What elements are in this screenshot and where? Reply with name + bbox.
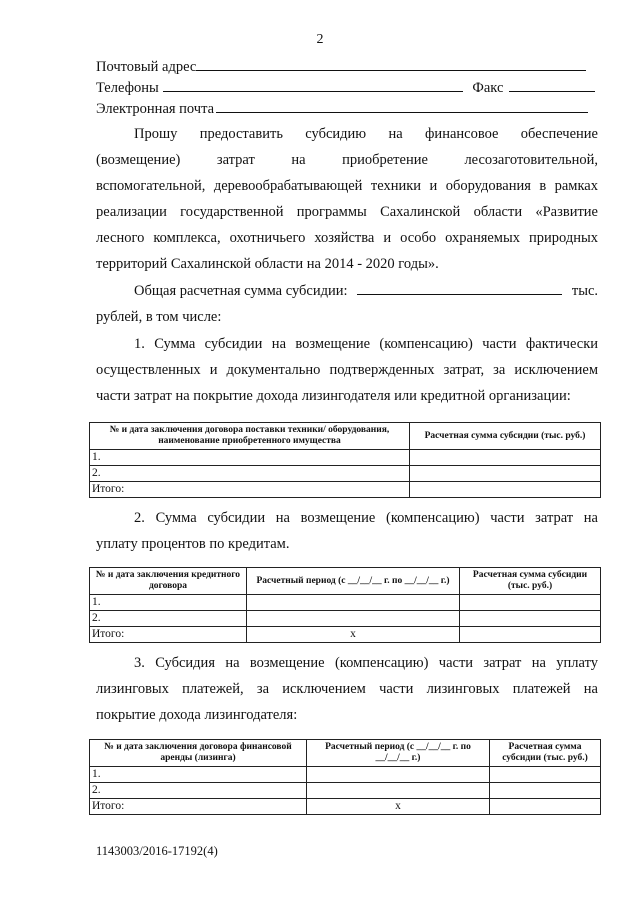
table-cell[interactable] [247, 611, 460, 627]
section3-line: лизинговых платежей, за исключением части лизинговых платежей на [96, 681, 598, 697]
request-line: реализации государственной программы Сахалинской области «Развитие [96, 204, 598, 220]
table-cell[interactable]: 1. [90, 767, 307, 783]
table-row [90, 482, 601, 498]
document-code: 1143003/2016-17192(4) [96, 844, 218, 858]
table-total-label: Итого: [90, 627, 247, 643]
table-row [90, 627, 601, 643]
table-cell[interactable] [460, 611, 601, 627]
section1-line: осуществленных и документально подтвержденных затрат, за исключением [96, 362, 598, 378]
request-line: лесного комплекса, охотничьего хозяйства и особо охраняемых природных [96, 230, 598, 246]
email-line[interactable] [216, 99, 588, 113]
total-sum-unit: тыс. [571, 283, 598, 299]
phones-line[interactable] [163, 78, 463, 92]
table-cell[interactable] [410, 482, 601, 498]
table-cell[interactable] [247, 595, 460, 611]
table-header: Расчетная сумма субсидии (тыс. руб.) [460, 568, 601, 595]
table-header: Расчетная сумма субсидии (тыс. руб.) [490, 740, 601, 767]
table-header: № и дата заключения кредитного договора [90, 568, 247, 595]
section3-paragraph [96, 650, 598, 728]
phones-label: Телефоны [96, 80, 159, 96]
table-cell[interactable] [410, 466, 601, 482]
section2-line: уплату процентов по кредитам. [96, 536, 290, 552]
table-cell[interactable] [307, 767, 490, 783]
table-total-mark: x [307, 799, 490, 815]
table-header: Расчетный период (с __/__/__ г. по __/__/__ г.) [247, 568, 460, 595]
table-cell[interactable] [307, 783, 490, 799]
table-cell[interactable]: 2. [90, 611, 247, 627]
request-line: Прошу предоставить субсидию на финансовое обеспечение [134, 126, 598, 142]
table-cell[interactable] [490, 767, 601, 783]
section2-paragraph [96, 505, 598, 557]
section2-table [89, 567, 601, 643]
table-row [90, 611, 601, 627]
request-line: территорий Сахалинской области на 2014 - 2020 годы». [96, 256, 439, 272]
table-total-label: Итого: [90, 482, 410, 498]
table-total-mark: x [247, 627, 460, 643]
postal-address-label: Почтовый адрес [96, 59, 197, 75]
table-cell[interactable] [460, 627, 601, 643]
table-header: № и дата заключения договора финансовой аренды (лизинга) [90, 740, 307, 767]
section1-line: части затрат на покрытие дохода лизингодателя или кредитной организации: [96, 388, 571, 404]
request-line: (возмещение) затрат на приобретение лесозаготовительной, [96, 152, 598, 168]
section1-line: 1. Сумма субсидии на возмещение (компенсацию) части фактически [134, 336, 598, 352]
total-sum-paragraph [96, 278, 598, 330]
total-sum-line[interactable] [357, 281, 562, 295]
request-paragraph [96, 121, 598, 277]
table-cell[interactable]: 2. [90, 783, 307, 799]
section3-table [89, 739, 601, 815]
table-row [90, 466, 601, 482]
total-sum-unit-cont: рублей, в том числе: [96, 309, 222, 325]
section3-line: покрытие дохода лизингодателя: [96, 707, 298, 723]
table-row [90, 767, 601, 783]
table-cell[interactable] [410, 450, 601, 466]
table-row [90, 595, 601, 611]
table-total-label: Итого: [90, 799, 307, 815]
table-cell[interactable] [460, 595, 601, 611]
postal-address-field[interactable] [96, 57, 586, 76]
section3-line: 3. Субсидия на возмещение (компенсацию) части затрат на уплату [134, 655, 598, 671]
table-row [90, 450, 601, 466]
table-header: № и дата заключения договора поставки техники/ оборудования, наименование приобретенного имущества [90, 423, 410, 450]
email-field[interactable] [96, 99, 588, 118]
fax-line[interactable] [509, 78, 595, 92]
table-cell[interactable] [490, 799, 601, 815]
postal-address-line[interactable] [196, 57, 586, 71]
total-sum-label: Общая расчетная сумма субсидии: [134, 283, 348, 299]
table-header: Расчетная сумма субсидии (тыс. руб.) [410, 423, 601, 450]
section1-table [89, 422, 601, 498]
table-row [90, 783, 601, 799]
phones-field[interactable] [96, 78, 595, 97]
table-cell[interactable] [490, 783, 601, 799]
section2-line: 2. Сумма субсидии на возмещение (компенсацию) части затрат на [134, 510, 598, 526]
table-cell[interactable]: 2. [90, 466, 410, 482]
table-row [90, 799, 601, 815]
fax-label: Факс [472, 80, 504, 96]
table-cell[interactable]: 1. [90, 450, 410, 466]
section1-paragraph [96, 331, 598, 409]
table-cell[interactable]: 1. [90, 595, 247, 611]
table-header: Расчетный период (с __/__/__ г. по __/__/__ г.) [307, 740, 490, 767]
email-label: Электронная почта [96, 101, 215, 117]
page-number: 2 [316, 32, 324, 47]
request-line: вспомогательной, деревообрабатывающей техники и оборудования в рамках [96, 178, 598, 194]
